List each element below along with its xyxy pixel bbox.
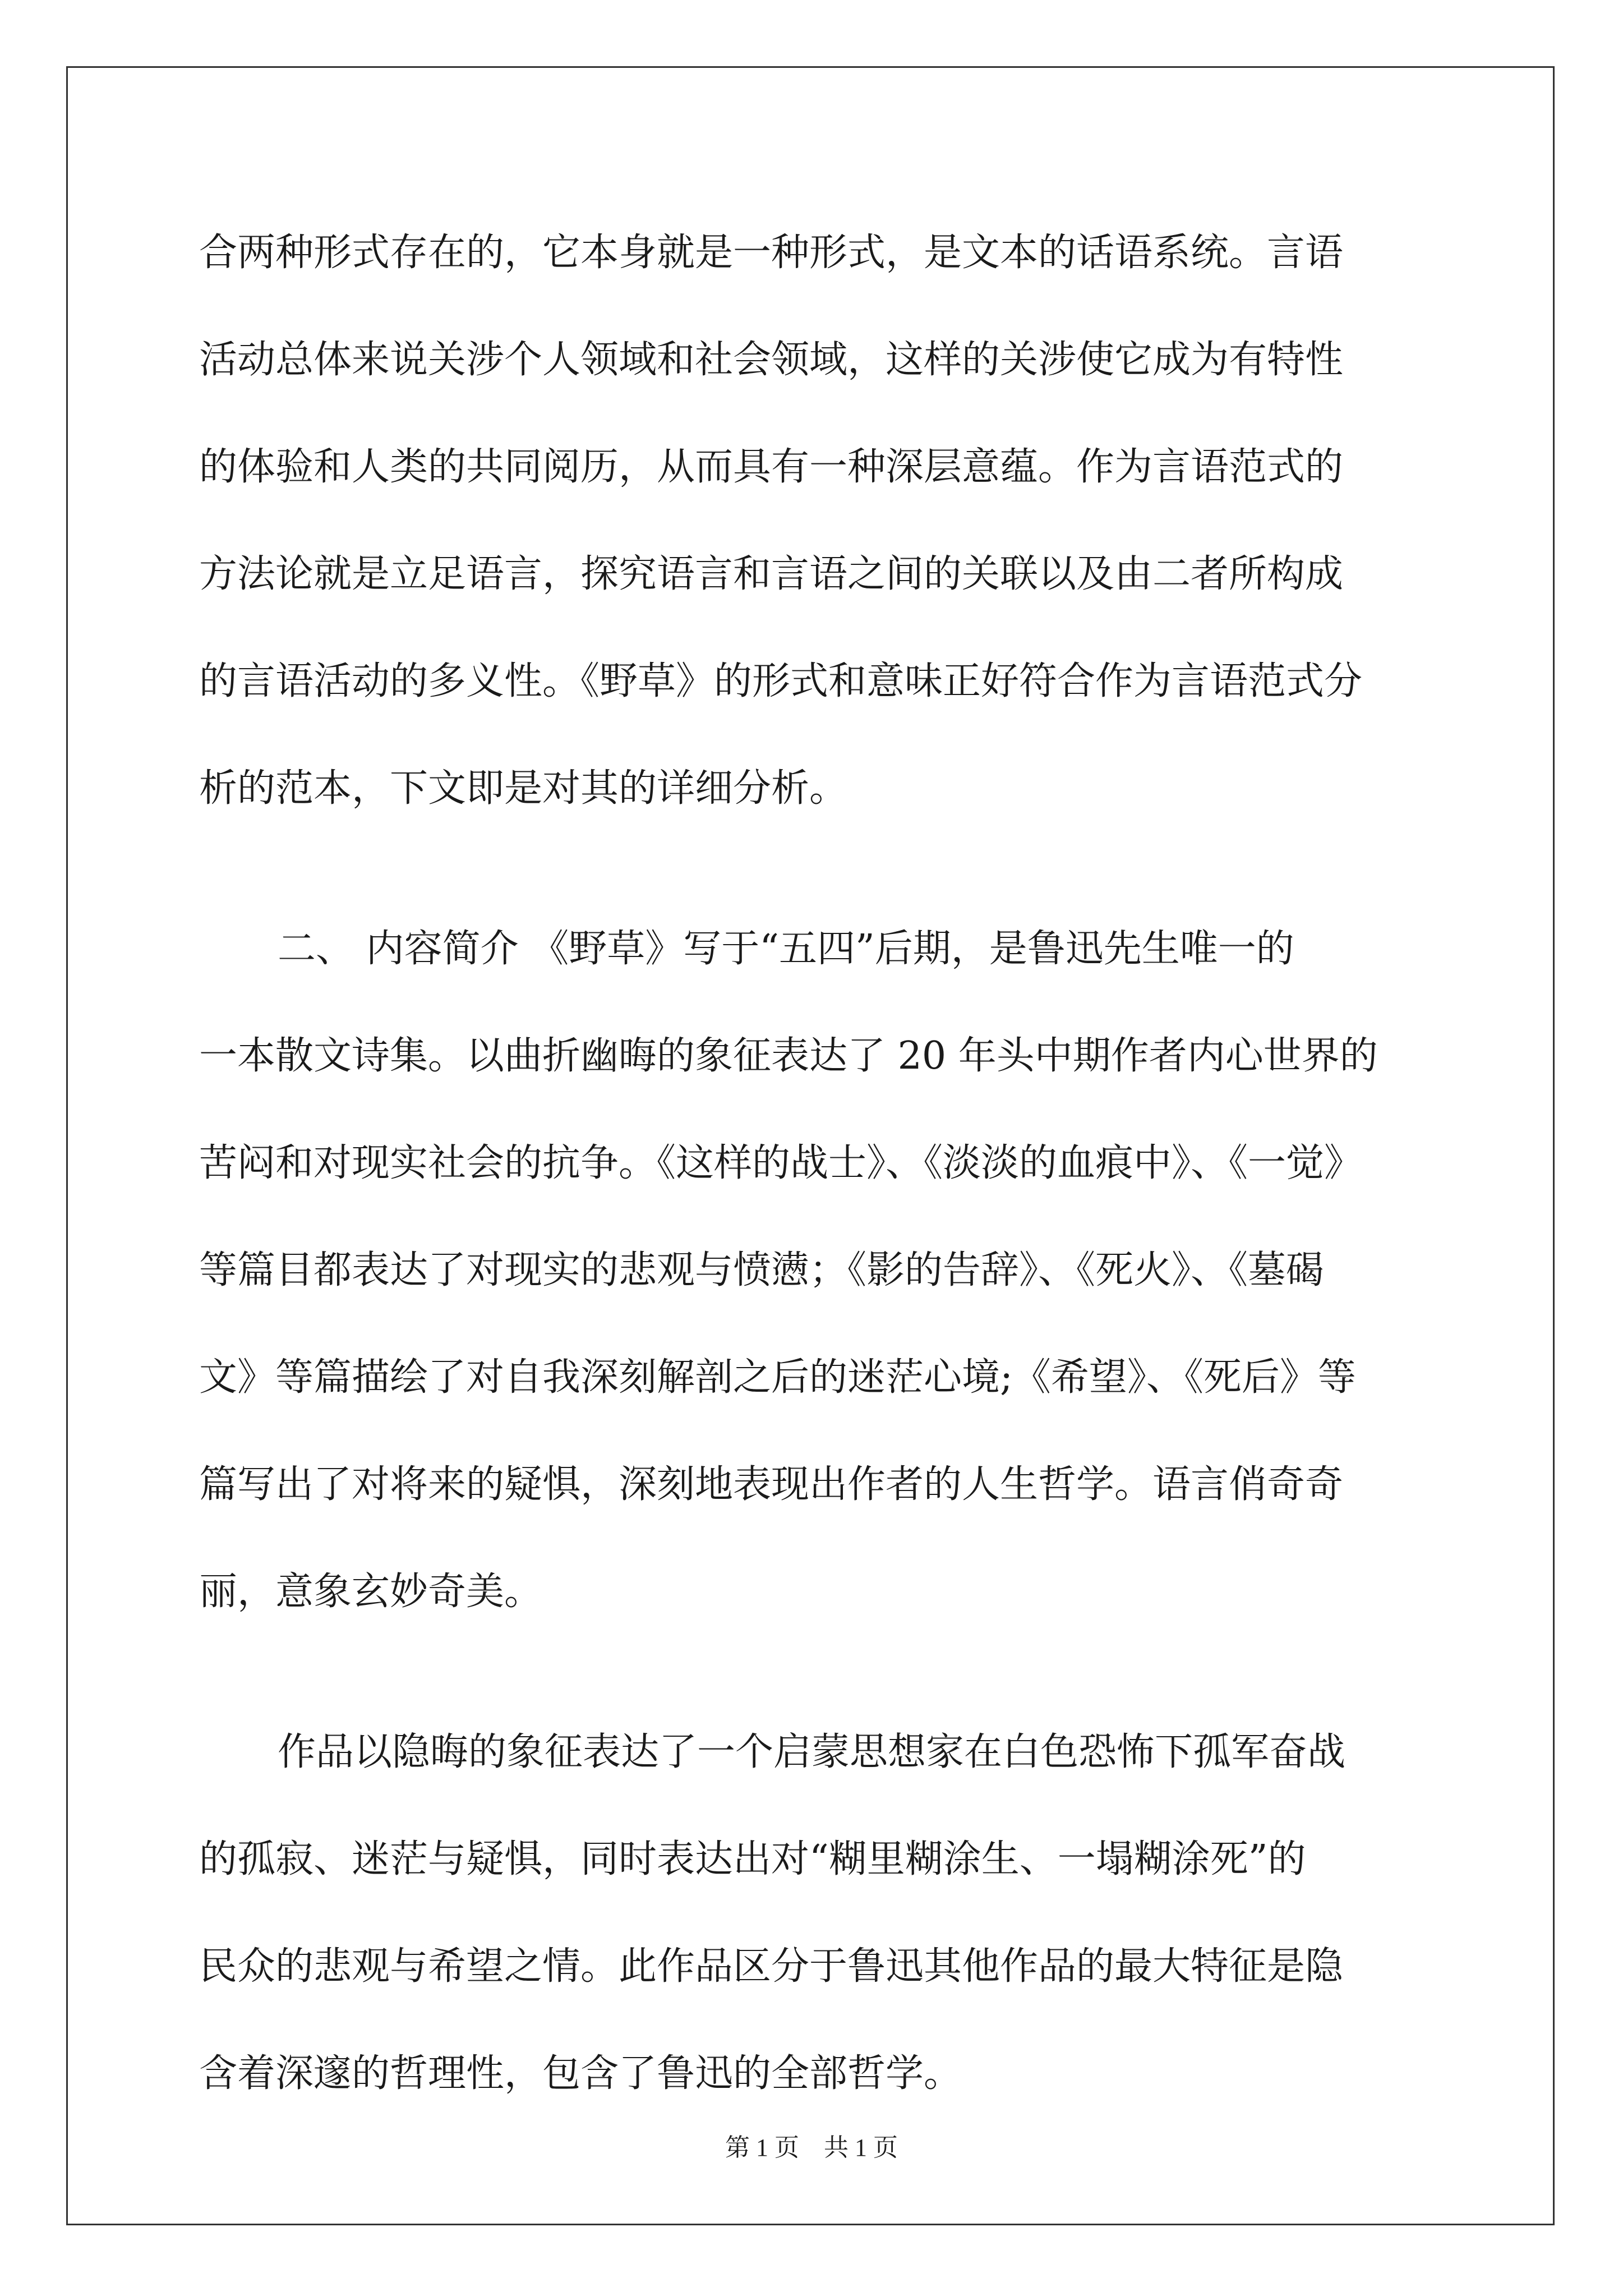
text-line: 的言语活动的多义性。《野草》的形式和意味正好符合作为言语范式分 [199, 659, 1363, 703]
paragraph-2 [199, 895, 1433, 1645]
text-line: 含着深邃的哲理性，包含了鲁迅的全部哲学。 [199, 2051, 962, 2096]
text-line: 民众的悲观与希望之情。此作品区分于鲁迅其他作品的最大特征是隐 [199, 1944, 1344, 1989]
text-line: 活动总体来说关涉个人领域和社会领域，这样的关涉使它成为有特性 [199, 338, 1344, 382]
page-footer: 第 1 页 共 1 页 [725, 2134, 898, 2161]
text-line: 析的范本，下文即是对其的详细分析。 [199, 766, 848, 811]
text-line: 一本散文诗集。以曲折幽晦的象征表达了 20 年头中期作者内心世界的 [199, 1034, 1378, 1078]
text-line: 苦闷和对现实社会的抗争。《这样的战士》、《淡淡的血痕中》、《一觉》 [199, 1141, 1363, 1185]
text-line: 合两种形式存在的，它本身就是一种形式，是文本的话语系统。言语 [199, 231, 1344, 275]
text-line: 丽，意象玄妙奇美。 [199, 1570, 543, 1614]
paragraph-1 [199, 199, 1433, 842]
text-line: 二、 内容简介 《野草》写于“五四”后期，是鲁迅先生唯一的 [278, 927, 1294, 971]
text-line: 等篇目都表达了对现实的悲观与愤懑；《影的告辞》、《死火》、《墓碣 [199, 1248, 1325, 1292]
text-line: 文》等篇描绘了对自我深刻解剖之后的迷茫心境;《希望》、《死后》等 [199, 1355, 1356, 1400]
text-line: 的体验和人类的共同阅历，从而具有一种深层意蕴。作为言语范式的 [199, 445, 1344, 489]
document-body [199, 199, 1433, 2127]
text-line: 的孤寂、迷茫与疑惧，同时表达出对“糊里糊涂生、一塌糊涂死”的 [199, 1837, 1306, 1881]
paragraph-gap [199, 842, 1433, 895]
text-line: 方法论就是立足语言，探究语言和言语之间的关联以及由二者所构成 [199, 552, 1344, 596]
paragraph-gap [199, 1645, 1433, 1699]
text-line: 作品以隐晦的象征表达了一个启蒙思想家在白色恐怖下孤军奋战 [278, 1730, 1346, 1774]
paragraph-3 [199, 1699, 1433, 2127]
text-line: 篇写出了对将来的疑惧，深刻地表现出作者的人生哲学。语言俏奇奇 [199, 1462, 1344, 1507]
